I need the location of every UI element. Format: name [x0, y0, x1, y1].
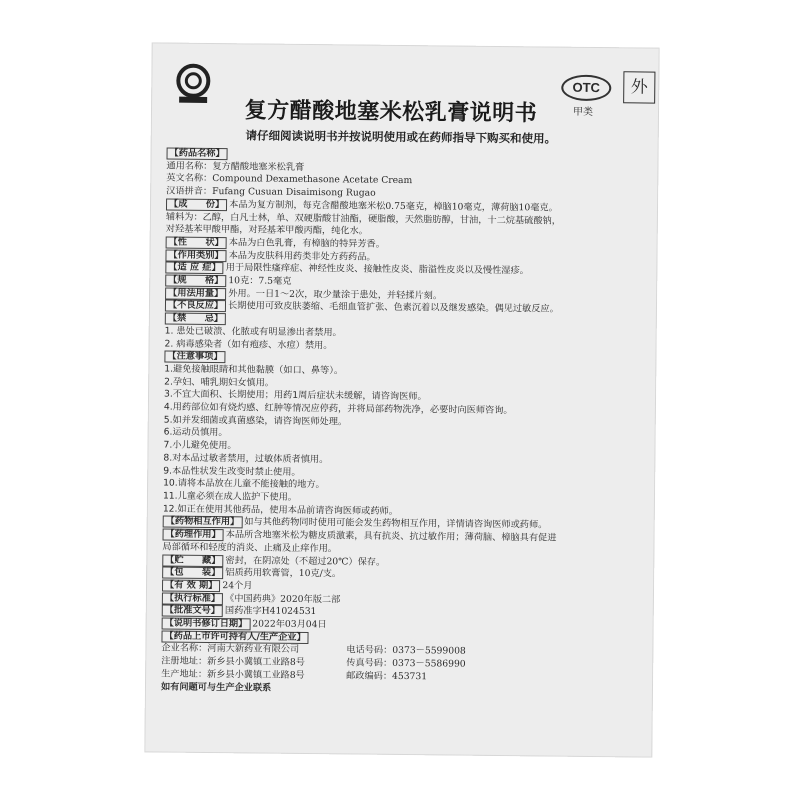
instruction-content: [161, 148, 647, 699]
company-name: 企业名称：河南大新药业有限公司: [161, 642, 300, 656]
english-name: 英文名称：Compound Dexamethasone Acetate Cream: [166, 172, 413, 187]
company-logo: [171, 61, 215, 105]
composition-row: 【成 份】 本品为复方制剂，每克含醋酸地塞米松0.75毫克，樟脑10毫克，薄荷脑10毫克。: [166, 198, 646, 216]
otc-class-label: 甲类: [572, 106, 594, 118]
precaution-item: 3.不宜大面积、长期使用；用药1周后症状未缓解，请咨询医师。: [163, 388, 427, 403]
precaution-item: 1.避免接触眼睛和其他黏膜（如口、鼻等）。: [164, 363, 344, 377]
approval-row: 【批准文号】 国药准字H41024531: [162, 605, 642, 623]
package-row: 【包 装】 铝质药用软膏管，10克/支。: [162, 567, 642, 585]
adverse-reactions-row: 【不良反应】 长期使用可致皮肤萎缩、毛细血管扩张、色素沉着以及继发感染。偶见过敏反应。: [165, 300, 645, 318]
precaution-item: 7.小儿避免使用。: [163, 439, 237, 452]
precaution-item: 8.对本品过敏者禁用，过敏体质者慎用。: [163, 452, 329, 466]
pinyin-name: 汉语拼音：Fufang Cusuan Disaimisong Rugao: [166, 185, 376, 199]
precaution-item: 2.孕妇、哺乳期妇女慎用。: [164, 376, 275, 389]
storage-row: 【贮 藏】 密封，在阴凉处（不超过20℃）保存。: [162, 554, 642, 572]
generic-name: 通用名称：复方醋酸地塞米松乳膏: [166, 160, 305, 173]
contraindication-item: 1. 患处已破溃、化脓或有明显渗出者禁用。: [164, 325, 342, 339]
document-subtitle: 请仔细阅读说明书并按说明使用或在药师指导下购买和使用。: [245, 128, 557, 146]
specification-row: 【规 格】 10克：7.5毫克: [165, 275, 645, 293]
precaution-item: 4.用药部位如有烧灼感、红肿等情况应停药，并将局部药物洗净，必要时向医师咨询。: [163, 401, 513, 417]
interactions-row: 【药物相互作用】 如与其他药物同时使用可能会发生药物相互作用，详情请咨询医师或药师。: [163, 516, 643, 534]
company-fax: 传真号码：0373－5586990: [346, 657, 466, 670]
revision-date-row: 【说明书修订日期】 2022年03月04日: [162, 618, 642, 636]
holder-heading: 【药品上市许可持有人/生产企业】: [161, 630, 641, 648]
precaution-item: 9.本品性状发生改变时禁止使用。: [163, 465, 301, 478]
instruction-sheet: [144, 42, 659, 757]
validity-row: 【有 效 期】 24个月: [162, 579, 642, 597]
pharmacology-row: 【药理作用】 本品所含地塞米松为糖皮质激素，具有抗炎、抗过敏作用；薄荷脑、樟脑具有促进: [163, 529, 643, 547]
composition-excipients-cont: 对羟基苯甲酸甲酯，对羟基苯甲酸丙酯，纯化水。: [165, 223, 368, 237]
external-use-mark: 外: [623, 71, 655, 103]
contraindication-item: 2. 病毒感染者（如有疱疹、水痘）禁用。: [164, 338, 333, 351]
properties-row: 【性 状】 本品为白色乳膏，有樟脑的特异芳香。: [166, 236, 646, 254]
precaution-item: 12.如正在使用其他药品，使用本品前请咨询医师或药师。: [162, 503, 399, 517]
drug-name-heading: 【药品名称】: [166, 148, 646, 166]
standard-row: 【执行标准】 《中国药典》2020年版二部: [162, 592, 642, 610]
production-address: 生产地址：新乡县小冀镇工业路8号: [161, 668, 305, 681]
otc-badge: OTC: [561, 75, 611, 102]
document-title: 复方醋酸地塞米松乳膏说明书: [244, 98, 538, 127]
pharmacology-cont: 局部循环和轻度的消炎、止痛及止痒作用。: [162, 541, 338, 555]
contraindications-heading: 【禁 忌】: [165, 313, 645, 331]
composition-excipients: 辅料为：乙醇，白凡士林，单、双硬脂酸甘油酯，硬脂酸，天然脂肪醇，甘油，十二烷基硫酸钠，: [165, 211, 562, 227]
company-postcode: 邮政编码：453731: [346, 670, 428, 683]
category-row: 【作用类别】 本品为皮肤科用药类非处方药药品。: [165, 249, 645, 267]
precaution-item: 11.儿童必须在成人监护下使用。: [162, 490, 298, 503]
registered-address: 注册地址：新乡县小冀镇工业路8号: [161, 655, 305, 669]
precautions-heading: 【注意事项】: [164, 351, 644, 369]
usage-row: 【用法用量】 外用。一日1～2次，取少量涂于患处，并轻揉片刻。: [165, 287, 645, 305]
precaution-item: 5.如并发细菌或真菌感染，请咨询医师处理。: [163, 414, 348, 428]
precaution-item: 6.运动员慎用。: [163, 426, 228, 439]
indications-row: 【适 应 症】 用于局限性瘙痒症、神经性皮炎、接触性皮炎、脂溢性皮炎以及慢性湿疹。: [165, 262, 645, 280]
precaution-item: 10.请将本品放在儿童不能接触的地方。: [163, 477, 325, 491]
contact-hint: 如有问题可与生产企业联系: [160, 681, 272, 694]
company-phone: 电话号码：0373－5599008: [346, 644, 466, 658]
